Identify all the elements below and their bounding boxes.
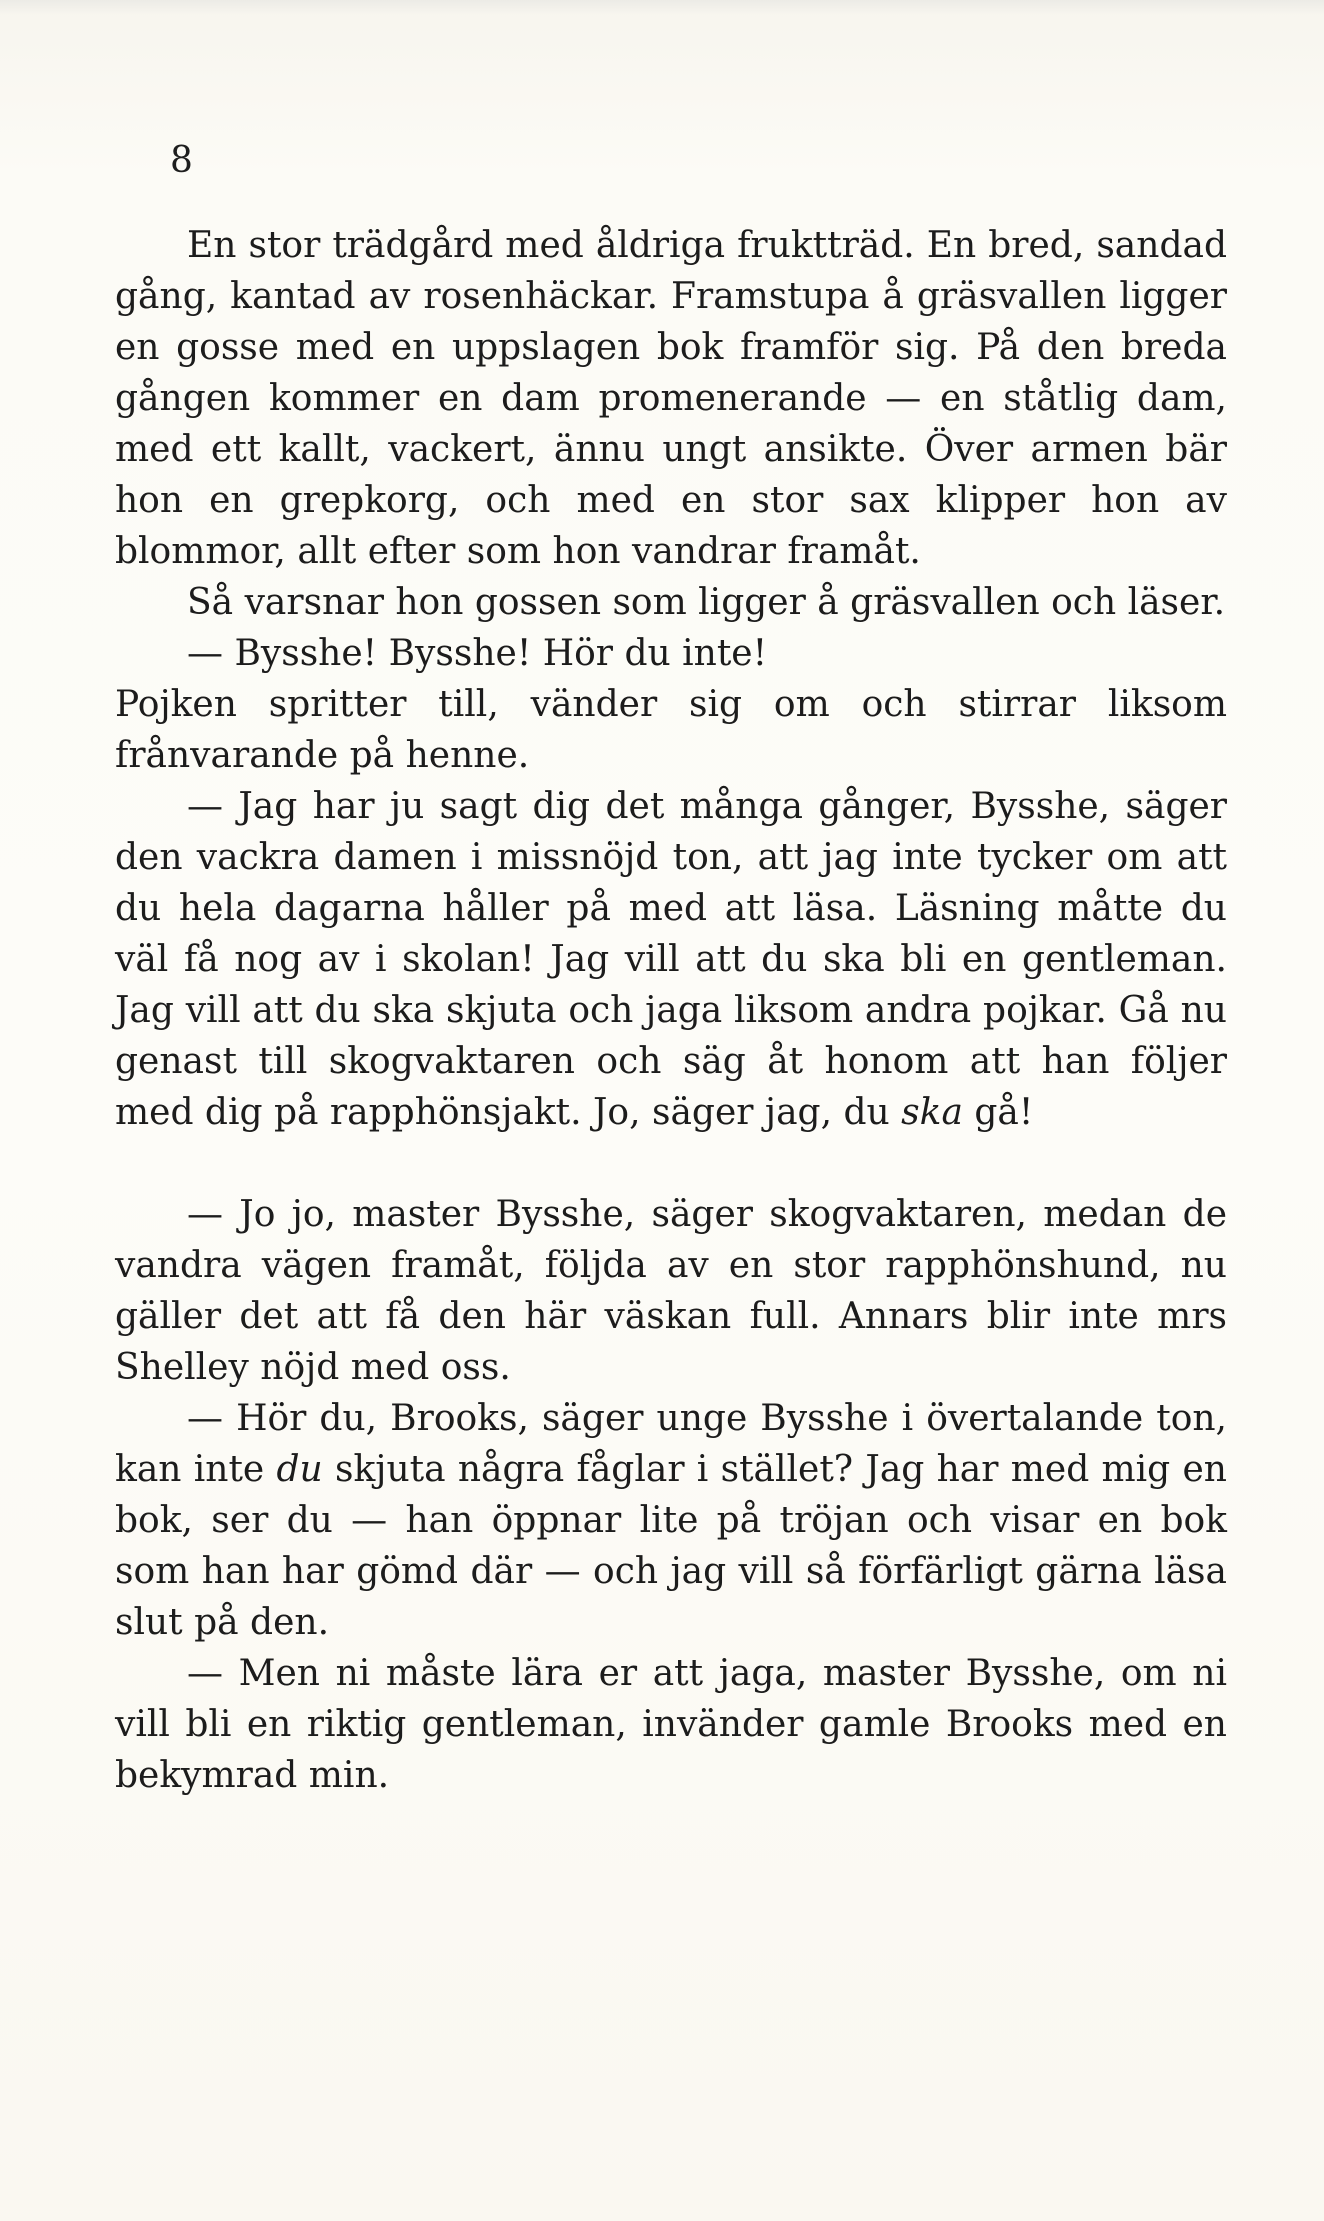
page-number: 8 — [170, 140, 193, 181]
paragraph-garden-description: En stor trädgård med åldriga fruktträd. En bred, sandad gång, kantad av rosenhäckar. Framstupa å gräsvallen ligger en gosse med en uppslagen bok framför sig. På den breda gången kommer en dam promenerande — en ståtlig dam, med ett kallt, vackert, ännu ungt ansikte. Över armen bär hon en grepkorg, och med en stor sax klipper hon av blommor, allt efter som hon vandrar framåt. — [115, 225, 1227, 572]
text-run: — Hör du, Brooks, säger unge Bysshe i övertalande ton, kan inte — [115, 1398, 1227, 1490]
paragraph-gamekeeper-speaks: — Jo jo, master Bysshe, säger skogvaktaren, medan de vandra vägen framåt, följda av en stor rapphönshund, nu gäller det att få den här väskan full. Annars blir inte mrs Shelley nöjd med oss. — [115, 1194, 1227, 1388]
text-run: skjuta några fåglar i stället? Jag har med mig en bok, ser du — han öppnar lite på tröjan och visar en bok som han har gömd där — och jag vill så förfärligt gärna läsa slut på den. — [115, 1449, 1227, 1643]
italic-emphasis: du — [276, 1449, 323, 1490]
italic-emphasis: ska — [901, 1092, 963, 1133]
section-break — [115, 1138, 1227, 1189]
page-edge — [0, 0, 1324, 14]
body-text — [115, 220, 1227, 1801]
paragraph-bysshe-persuades — [115, 1393, 1227, 1648]
paragraph-lady-calls: — Bysshe! Bysshe! Hör du inte! — [187, 633, 768, 674]
paragraph-brooks-objects: — Men ni måste lära er att jaga, master Bysshe, om ni vill bli en riktig gentleman, invänder gamle Brooks med en bekymrad min. — [115, 1653, 1227, 1796]
paragraph-lady-notices: Så varsnar hon gossen som ligger å gräsvallen och läser. — [187, 582, 1226, 623]
paragraph-boy-startles: Pojken spritter till, vänder sig om och stirrar liksom frånvarande på henne. — [115, 684, 1227, 776]
text-run: — Jag har ju sagt dig det många gånger, Bysshe, säger den vackra damen i missnöjd ton, att jag inte tycker om att du hela dagarna håller på med att läsa. Läsning måtte du väl få nog av i skolan! Jag vill att du ska bli en gentleman. Jag vill att du ska skjuta och jaga liksom andra pojkar. Gå nu genast till skogvaktaren och säg åt honom att han följer med dig på rapphönsjakt. Jo, säger jag, du — [115, 786, 1227, 1133]
text-run: gå! — [962, 1092, 1034, 1133]
paragraph-lady-scolds — [115, 781, 1227, 1138]
